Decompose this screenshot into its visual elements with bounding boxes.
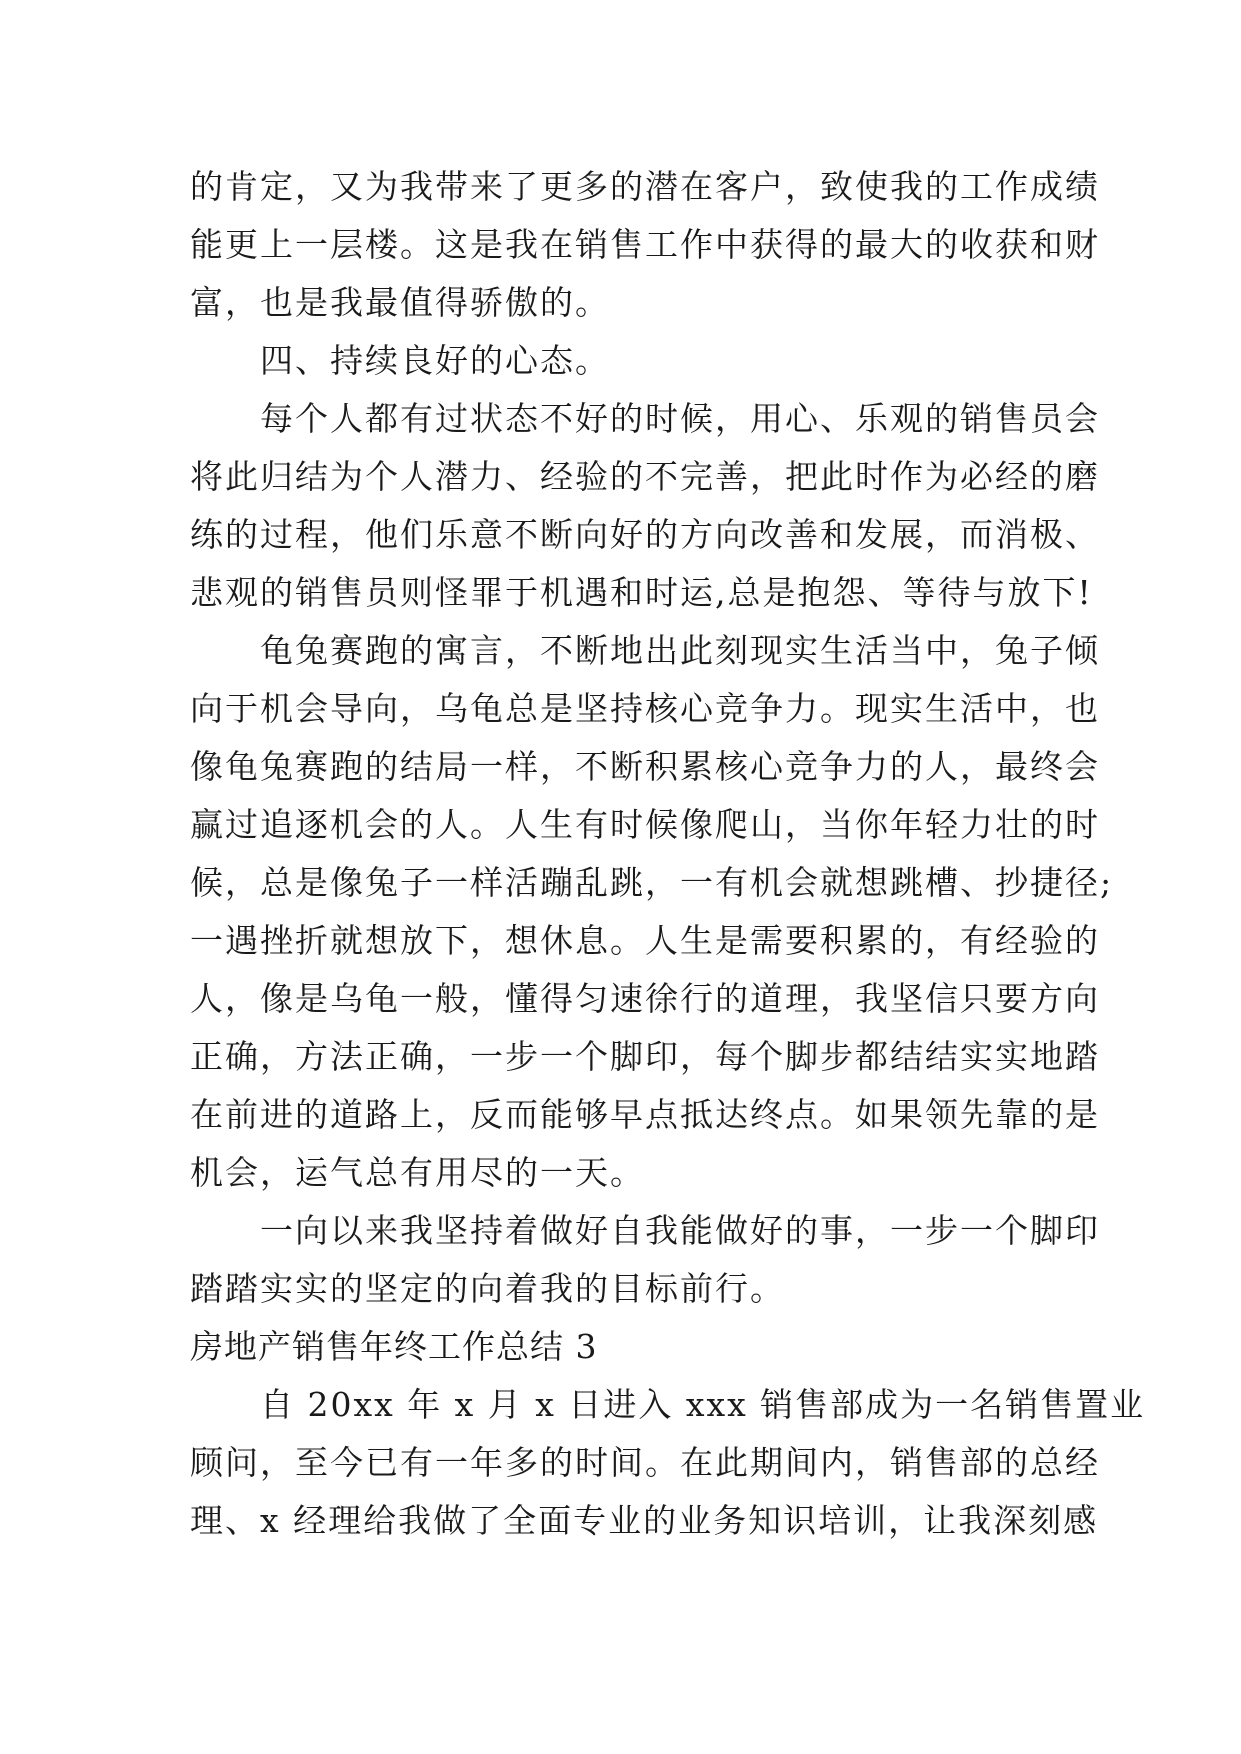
paragraph-line: 富，也是我最值得骄傲的。	[190, 283, 610, 322]
paragraph-line: 龟兔赛跑的寓言，不断地出此刻现实生活当中，兔子倾	[190, 631, 1100, 670]
paragraph-line: 顾问，至今已有一年多的时间。在此期间内，销售部的总经	[190, 1443, 1100, 1482]
paragraph-line: 候，总是像兔子一样活蹦乱跳，一有机会就想跳槽、抄捷径;	[190, 863, 1114, 902]
paragraph-line: 在前进的道路上，反而能够早点抵达终点。如果领先靠的是	[190, 1095, 1100, 1134]
paragraph-line: 踏踏实实的坚定的向着我的目标前行。	[190, 1269, 785, 1308]
subheading-line: 四、持续良好的心态。	[190, 341, 610, 380]
paragraph-line: 的肯定，又为我带来了更多的潜在客户，致使我的工作成绩	[190, 167, 1100, 206]
paragraph-line: 悲观的销售员则怪罪于机遇和时运,总是抱怨、等待与放下!	[190, 573, 1093, 612]
paragraph-line: 能更上一层楼。这是我在销售工作中获得的最大的收获和财	[190, 225, 1100, 264]
paragraph-line: 赢过追逐机会的人。人生有时候像爬山，当你年轻力壮的时	[190, 805, 1100, 844]
paragraph-line: 一遇挫折就想放下，想休息。人生是需要积累的，有经验的	[190, 921, 1100, 960]
paragraph-line: 一向以来我坚持着做好自我能做好的事，一步一个脚印	[190, 1211, 1100, 1250]
paragraph-line: 正确，方法正确，一步一个脚印，每个脚步都结结实实地踏	[190, 1037, 1100, 1076]
paragraph-line: 将此归结为个人潜力、经验的不完善，把此时作为必经的磨	[190, 457, 1100, 496]
paragraph-line: 机会，运气总有用尽的一天。	[190, 1153, 645, 1192]
paragraph-line: 每个人都有过状态不好的时候，用心、乐观的销售员会	[190, 399, 1100, 438]
document-body	[190, 158, 1146, 1550]
paragraph-line: 理、x 经理给我做了全面专业的业务知识培训，让我深刻感	[190, 1501, 1099, 1540]
paragraph-line: 向于机会导向，乌龟总是坚持核心竞争力。现实生活中，也	[190, 689, 1100, 728]
paragraph-line: 像龟兔赛跑的结局一样，不断积累核心竞争力的人，最终会	[190, 747, 1100, 786]
paragraph-line: 自 20xx 年 x 月 x 日进入 xxx 销售部成为一名销售置业	[190, 1385, 1146, 1424]
paragraph-line: 练的过程，他们乐意不断向好的方向改善和发展，而消极、	[190, 515, 1100, 554]
section-title: 房地产销售年终工作总结 3	[190, 1327, 598, 1366]
paragraph-line: 人，像是乌龟一般，懂得匀速徐行的道理，我坚信只要方向	[190, 979, 1100, 1018]
